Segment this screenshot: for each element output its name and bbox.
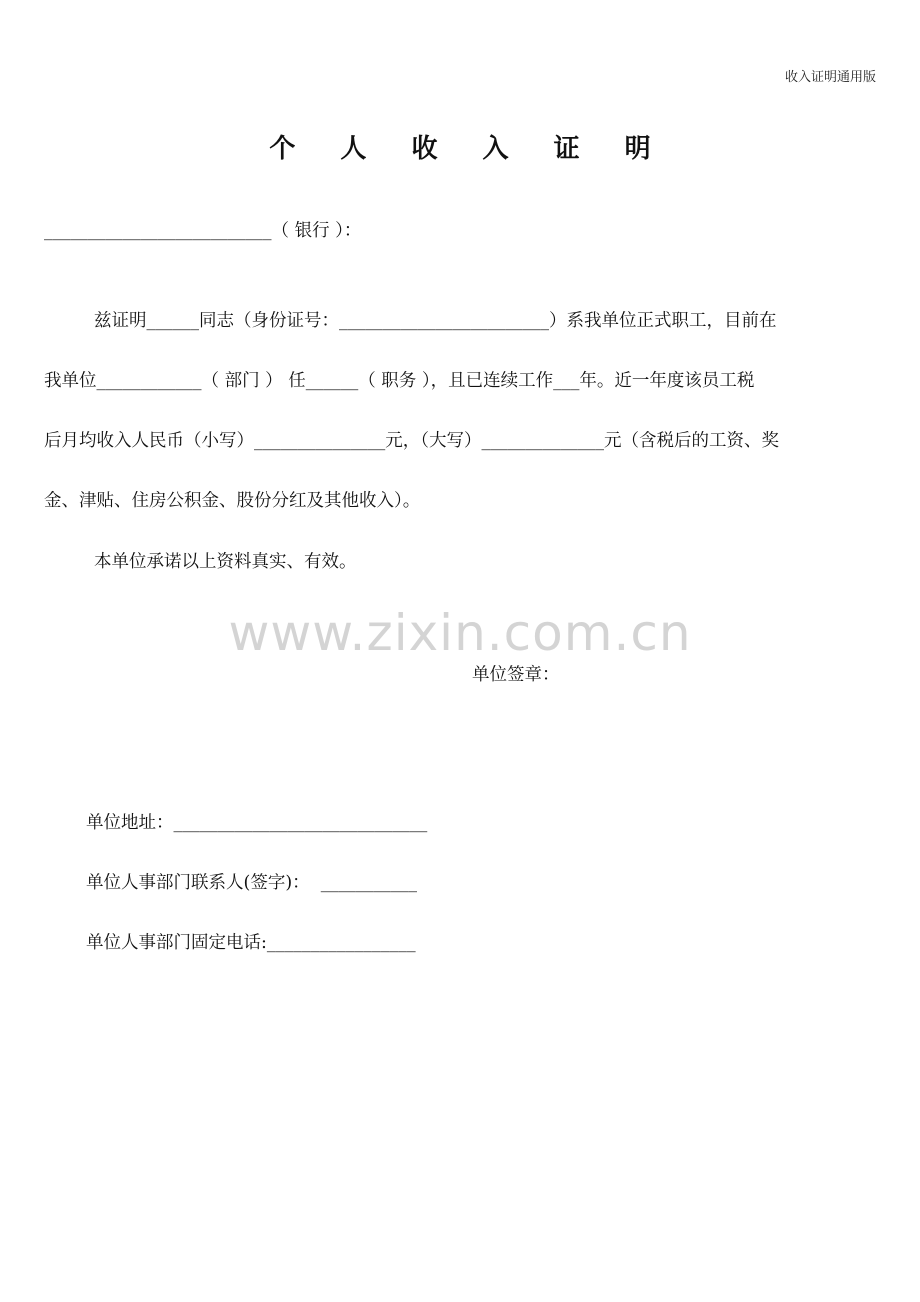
years-text: 年。近一年度该员工税: [579, 371, 755, 391]
unit-text: 我单位: [44, 371, 97, 391]
phone-blank[interactable]: _________________: [266, 933, 416, 953]
position-blank[interactable]: ______: [305, 371, 359, 391]
commitment-text: 本单位承诺以上资料真实、有效。: [94, 552, 357, 572]
address-blank[interactable]: _____________________________: [173, 813, 428, 833]
position-label: （ 职务 ），且已连续工作: [358, 371, 554, 391]
document-title: 个 人 收 入 证 明: [269, 134, 669, 164]
seal-label: 单位签章：: [472, 665, 560, 685]
watermark: www.zixin.com.cn: [228, 604, 692, 662]
income-lowercase-blank[interactable]: _______________: [254, 431, 386, 451]
address-label: 单位地址：: [86, 813, 174, 833]
paragraph-line-2: [44, 368, 754, 394]
id-label: 同志（身份证号：: [199, 311, 339, 331]
contact-line: [86, 870, 417, 896]
header-note: 收入证明通用版: [784, 70, 876, 85]
department-label: （ 部门 ） 任: [201, 371, 306, 391]
paragraph-line-4: 金、津贴、住房公积金、股份分红及其他收入）。: [44, 491, 421, 511]
bank-name-blank[interactable]: __________________________: [44, 221, 272, 241]
paragraph-line-3: [44, 428, 779, 454]
bank-line: [44, 218, 361, 244]
contact-label: 单位人事部门联系人(签字)：: [86, 873, 310, 893]
bank-label: （ 银行 ）：: [271, 221, 362, 241]
paragraph-line-1: [94, 308, 777, 334]
id-number-blank[interactable]: ________________________: [339, 311, 549, 331]
income-lowercase-label: 后月均收入人民币（小写）: [44, 431, 254, 451]
department-blank[interactable]: ____________: [96, 371, 202, 391]
income-note-text: 元（含税后的工资、奖: [604, 431, 779, 451]
certify-text: 兹证明: [94, 311, 147, 331]
employee-status-text: ）系我单位正式职工，目前在: [549, 311, 777, 331]
phone-label: 单位人事部门固定电话:: [86, 933, 267, 953]
address-line: [86, 810, 427, 836]
income-uppercase-label: 元，（大写）: [385, 431, 482, 451]
name-blank[interactable]: ______: [146, 311, 199, 331]
phone-line: [86, 930, 416, 956]
income-uppercase-blank[interactable]: ______________: [481, 431, 604, 451]
years-blank[interactable]: ___: [553, 371, 580, 391]
contact-blank[interactable]: ___________: [320, 873, 418, 893]
